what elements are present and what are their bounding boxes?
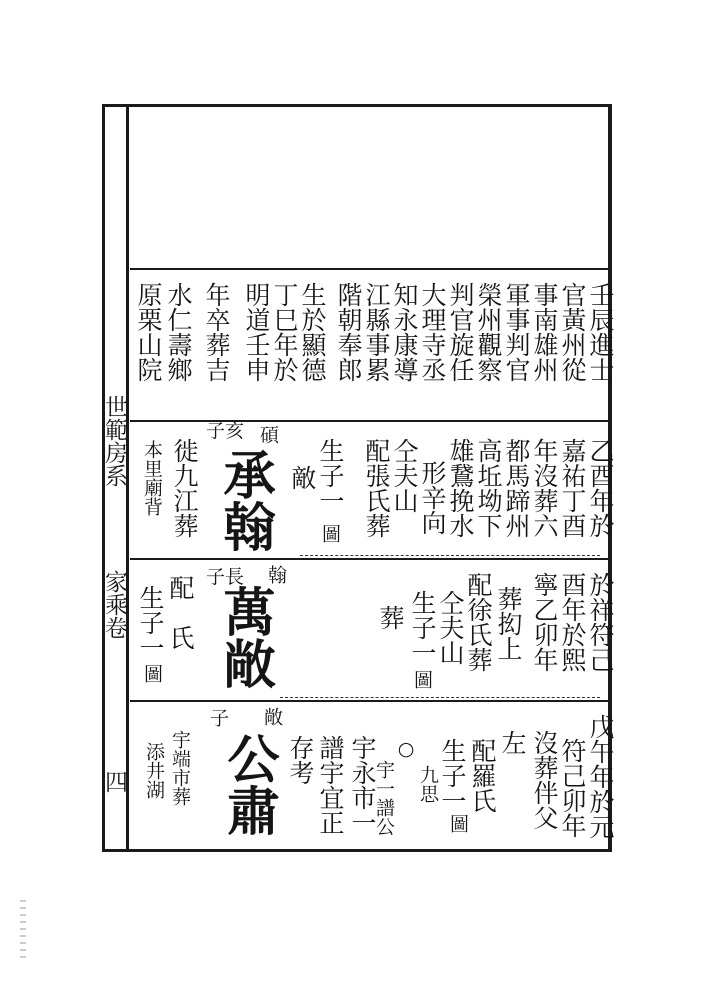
upper-col: 壬辰進士: [586, 282, 615, 382]
fourth-col: 九思: [417, 765, 439, 803]
tier-rule-1: [130, 268, 610, 270]
upper-col: 原栗山院: [134, 282, 163, 382]
second-tail-col: 徙九江葬: [170, 438, 199, 538]
third-col: 配徐氏葬: [464, 572, 493, 672]
second-col: 高坵坳下: [474, 438, 503, 538]
upper-col: 明道壬申: [242, 282, 271, 382]
fourth-col: 生子一: [438, 738, 467, 813]
second-col: 嘉祐丁酉: [558, 438, 587, 538]
tier-dash-1: [300, 555, 600, 556]
third-col: 葬: [376, 605, 405, 630]
upper-col: 榮州觀察: [474, 282, 503, 382]
fourth-col: 沒葬伴父: [530, 730, 559, 830]
third-circle-mark: 圖: [141, 664, 163, 683]
tier-rule-3: [130, 558, 610, 560]
second-col: 生子一: [316, 438, 345, 513]
tier-dash-2: [280, 697, 600, 698]
fourth-person-name: 公肅: [218, 732, 279, 836]
fourth-circle-mark: 圖: [447, 814, 469, 833]
scan-speckle: [20, 900, 26, 960]
spine-volume: 家乘卷: [101, 570, 127, 639]
third-tail-col: 配 氏: [166, 575, 195, 650]
fourth-col: 戊午年於元: [586, 714, 615, 839]
second-note-side: 子亥: [206, 420, 245, 442]
third-col: 生子一: [408, 590, 437, 665]
second-col: 配張氏葬: [362, 438, 391, 538]
second-col: 都馬蹄州: [502, 438, 531, 538]
upper-col: 知永康導: [390, 282, 419, 382]
third-col: 於祥符己: [586, 572, 615, 672]
upper-col: 江縣事累: [362, 282, 391, 382]
upper-col: 生於顯德: [298, 282, 327, 382]
third-circle-mark: 圖: [411, 670, 433, 689]
fourth-tail-col: 添井湖: [143, 742, 165, 799]
tier-rule-2: [130, 420, 610, 422]
fourth-tail-col: 宇端市葬: [169, 730, 191, 806]
fourth-col: 符己卯年: [558, 738, 587, 838]
second-col: 形辛向: [418, 460, 447, 535]
third-note-side: 子長: [206, 566, 245, 588]
third-tail-col: 生子一: [136, 585, 165, 660]
second-tail-col: 本里廟背: [141, 440, 163, 516]
upper-col: 年卒葬吉: [202, 282, 231, 382]
spine-title: 世範房系: [101, 395, 127, 487]
third-col: 寧乙卯年: [530, 572, 559, 672]
second-circle-mark: 圖: [319, 524, 341, 543]
second-note-top: 碩: [257, 425, 279, 444]
third-col: 酉年於熙: [558, 572, 587, 672]
upper-col: 官黃州從: [558, 282, 587, 382]
second-person-name: 承翰: [214, 448, 275, 552]
second-col: 年沒葬六: [530, 438, 559, 538]
fourth-note-top: 敞: [261, 707, 283, 726]
fourth-col: 左: [498, 730, 527, 755]
fourth-col: 宇永市一: [348, 735, 377, 835]
fourth-col: 配羅氏: [468, 738, 497, 813]
upper-col: 事南雄州: [530, 282, 559, 382]
fourth-col: 譜宇宜正: [316, 735, 345, 835]
third-note-top: 翰: [265, 565, 287, 584]
upper-col: 階朝奉郎: [334, 282, 363, 382]
fourth-col: 宇一譜公: [373, 760, 395, 836]
spine-page: 四: [101, 770, 127, 793]
fourth-col: ○: [395, 738, 417, 760]
upper-col: 判官旋任: [446, 282, 475, 382]
upper-col: 水仁壽鄉: [164, 282, 193, 382]
second-col: 乙酉年於: [586, 438, 615, 538]
third-col: 仝夫山: [436, 590, 465, 665]
tier-rule-4: [130, 700, 610, 702]
upper-col: 丁巳年於: [270, 282, 299, 382]
fourth-note-side: 子: [207, 708, 229, 727]
third-col: 葬抝上: [494, 586, 523, 661]
second-col: 敵: [288, 465, 317, 490]
fourth-col: 存考: [286, 735, 315, 785]
second-col: 雄鵞挽水: [446, 438, 475, 538]
second-col: 仝夫山: [390, 438, 419, 513]
upper-col: 軍事判官: [502, 282, 531, 382]
upper-col: 大理寺丞: [418, 282, 447, 382]
third-person-name: 萬敞: [214, 585, 275, 689]
